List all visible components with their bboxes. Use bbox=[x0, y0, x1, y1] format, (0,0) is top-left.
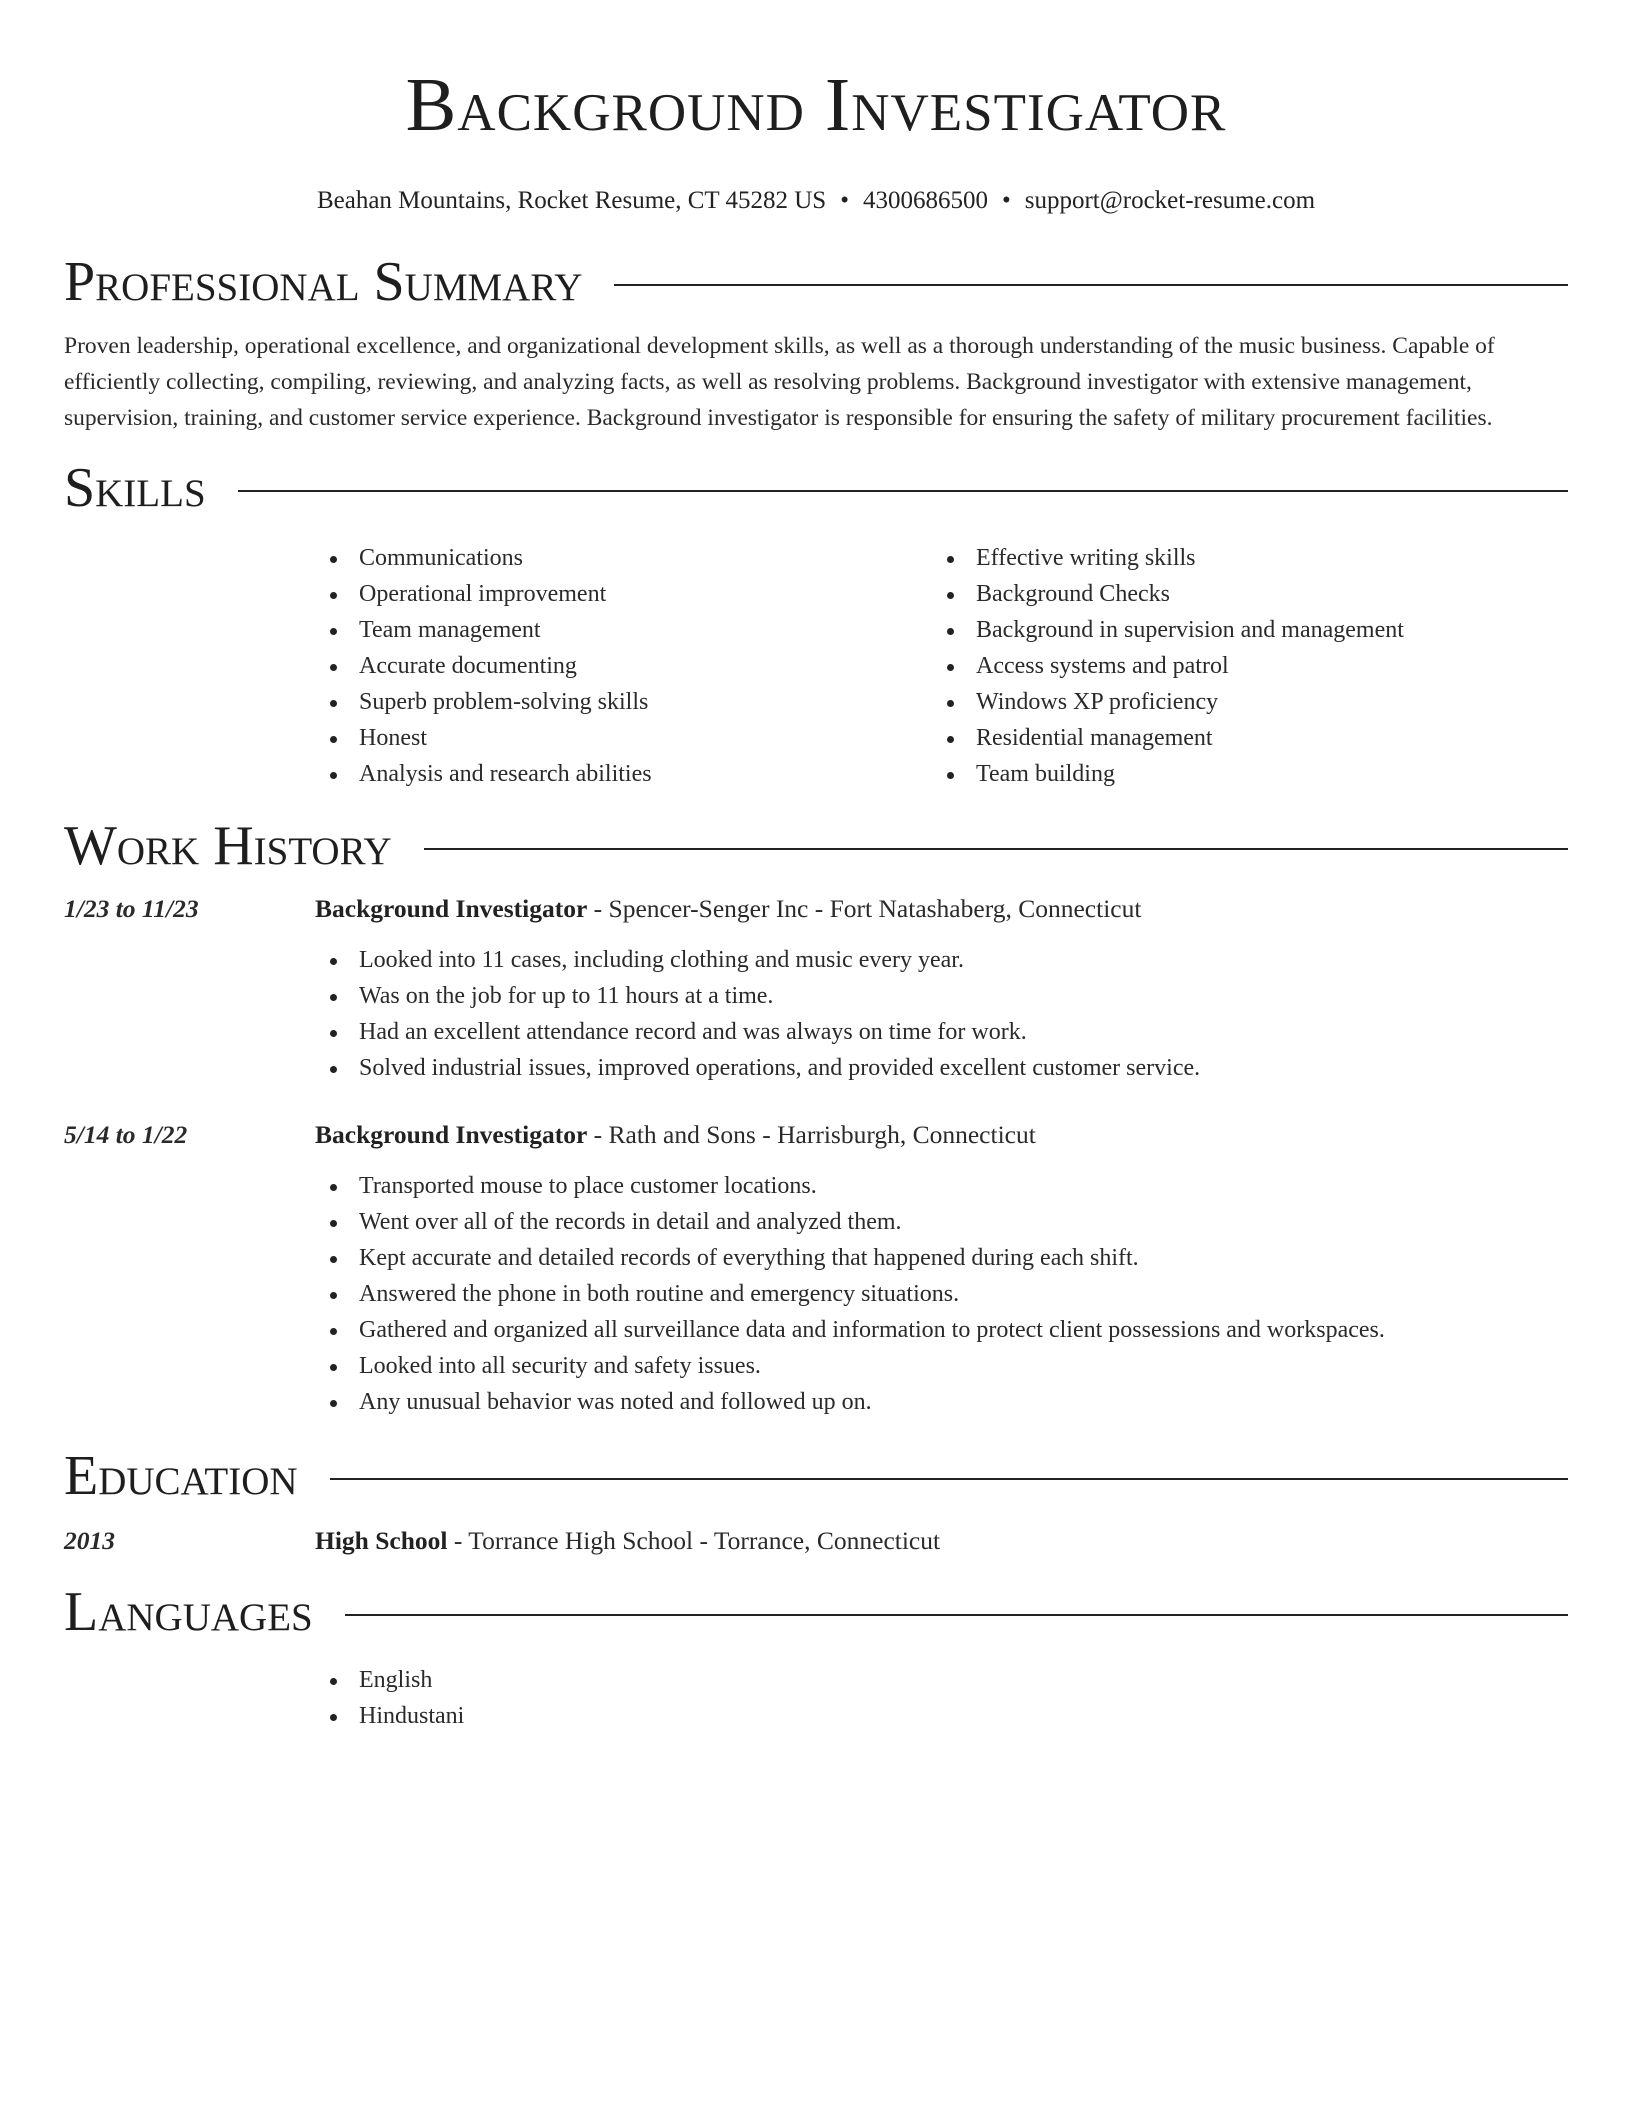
skill-item: Background Checks bbox=[932, 576, 1549, 612]
job-bullet: Transported mouse to place customer locations. bbox=[315, 1168, 1568, 1204]
skill-item: Background in supervision and management bbox=[932, 612, 1549, 648]
job-title: Background Investigator bbox=[315, 1120, 588, 1149]
education-section-header bbox=[64, 1444, 1568, 1508]
contact-line bbox=[64, 186, 1568, 216]
job-title: Background Investigator bbox=[315, 894, 588, 923]
languages-heading: Languages bbox=[64, 1581, 313, 1643]
skills-list bbox=[315, 540, 1568, 792]
job-bullet: Answered the phone in both routine and emergency situations. bbox=[315, 1276, 1568, 1312]
section-divider bbox=[330, 1478, 1568, 1480]
skills-heading: Skills bbox=[64, 457, 206, 519]
languages-section-header bbox=[64, 1580, 1568, 1644]
languages-list bbox=[315, 1662, 1568, 1734]
job-employer: - Spencer-Senger Inc - Fort Natashaberg, Connecticut bbox=[587, 894, 1142, 923]
contact-separator: • bbox=[840, 187, 849, 214]
job-entry bbox=[64, 1118, 1568, 1420]
job-bullet: Had an excellent attendance record and was always on time for work. bbox=[315, 1014, 1568, 1050]
job-bullet: Went over all of the records in detail and analyzed them. bbox=[315, 1204, 1568, 1240]
section-divider bbox=[614, 284, 1568, 286]
skill-item: Analysis and research abilities bbox=[315, 756, 932, 792]
job-dates: 5/14 to 1/22 bbox=[64, 1120, 188, 1149]
skill-item: Operational improvement bbox=[315, 576, 932, 612]
section-divider bbox=[238, 490, 1568, 492]
language-item: English bbox=[315, 1662, 1568, 1698]
skill-item: Honest bbox=[315, 720, 932, 756]
job-bullet: Gathered and organized all surveillance data and information to protect client possessions and workspaces. bbox=[315, 1312, 1568, 1348]
education-heading: Education bbox=[64, 1445, 298, 1507]
contact-phone: 4300686500 bbox=[862, 187, 988, 214]
skills-section-header bbox=[64, 456, 1568, 520]
education-school: - Torrance High School - Torrance, Connecticut bbox=[447, 1526, 941, 1555]
job-entry bbox=[64, 892, 1568, 1086]
job-bullet: Solved industrial issues, improved operations, and provided excellent customer service. bbox=[315, 1050, 1568, 1086]
skills-column-right bbox=[932, 540, 1549, 792]
skill-item: Windows XP proficiency bbox=[932, 684, 1549, 720]
job-bullets bbox=[315, 1168, 1568, 1420]
job-header bbox=[64, 892, 1568, 926]
work-history-section-header bbox=[64, 814, 1568, 878]
summary-section-header bbox=[64, 250, 1568, 314]
skill-item: Team management bbox=[315, 612, 932, 648]
education-degree: High School bbox=[315, 1526, 448, 1555]
job-bullet: Kept accurate and detailed records of everything that happened during each shift. bbox=[315, 1240, 1568, 1276]
skill-item: Residential management bbox=[932, 720, 1549, 756]
job-bullet: Looked into all security and safety issues. bbox=[315, 1348, 1568, 1384]
job-dates: 1/23 to 11/23 bbox=[64, 894, 199, 923]
summary-text: Proven leadership, operational excellence, and organizational development skills, as well as a thorough understanding of the music business. Capable of efficiently collecting, compiling, reviewing, and analyzing facts, as well as resolving problems. Background investigator with extensive management, supervision, training, and customer service experience. Background investigator is responsible for ensuring the safety of military procurement facilities. bbox=[64, 333, 1495, 431]
resume-page bbox=[64, 0, 1568, 1734]
section-divider bbox=[345, 1614, 1568, 1616]
job-bullet: Looked into 11 cases, including clothing and music every year. bbox=[315, 942, 1568, 978]
work-history-heading: Work History bbox=[64, 815, 392, 877]
job-bullet: Any unusual behavior was noted and followed up on. bbox=[315, 1384, 1568, 1420]
job-bullet: Was on the job for up to 11 hours at a time. bbox=[315, 978, 1568, 1014]
education-entry bbox=[64, 1524, 1568, 1558]
contact-address: Beahan Mountains, Rocket Resume, CT 45282 US bbox=[316, 187, 827, 214]
summary-heading: Professional Summary bbox=[64, 251, 583, 313]
contact-separator: • bbox=[1001, 187, 1011, 214]
section-divider bbox=[424, 848, 1568, 850]
skill-item: Effective writing skills bbox=[932, 540, 1549, 576]
skill-item: Access systems and patrol bbox=[932, 648, 1549, 684]
job-header bbox=[64, 1118, 1568, 1152]
skill-item: Accurate documenting bbox=[315, 648, 932, 684]
job-employer: - Rath and Sons - Harrisburgh, Connecticut bbox=[587, 1120, 1036, 1149]
skill-item: Superb problem-solving skills bbox=[315, 684, 932, 720]
job-bullets bbox=[315, 942, 1568, 1086]
skill-item: Communications bbox=[315, 540, 932, 576]
skills-column-left bbox=[315, 540, 932, 792]
contact-email: support@rocket-resume.com bbox=[1024, 187, 1316, 214]
skill-item: Team building bbox=[932, 756, 1549, 792]
education-year: 2013 bbox=[64, 1526, 115, 1555]
language-item: Hindustani bbox=[315, 1698, 1568, 1734]
resume-title: Background Investigator bbox=[405, 63, 1227, 147]
